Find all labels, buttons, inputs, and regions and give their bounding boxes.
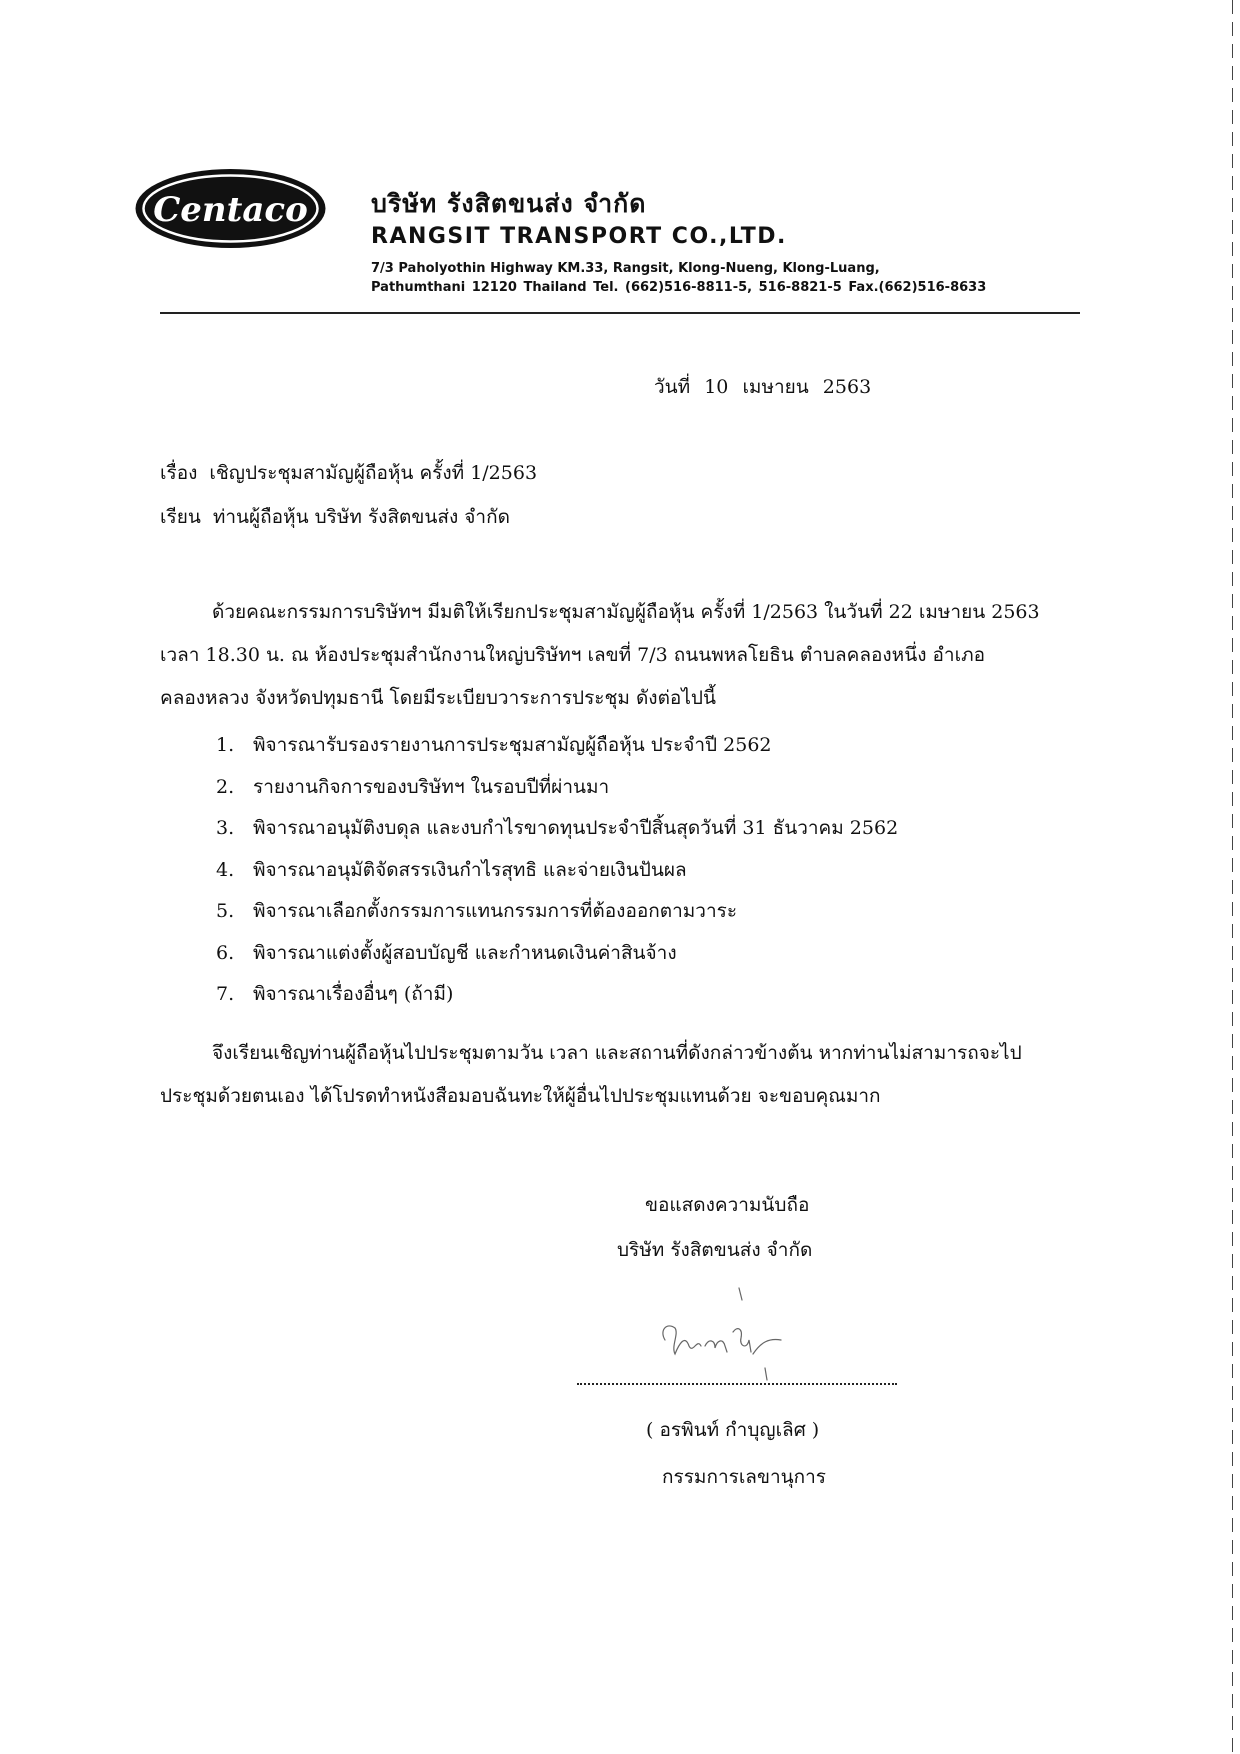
letter-date: วันที่ 10 เมษายน 2563 — [654, 376, 872, 398]
addressee-label: เรียน — [160, 506, 201, 528]
company-name-english: RANGSIT TRANSPORT CO.,LTD. — [371, 224, 787, 249]
company-address-line1: 7/3 Paholyothin Highway KM.33, Rangsit, Klong-Nueng, Klong-Luang, — [371, 261, 880, 276]
agenda-item-text: พิจารณาอนุมัติงบดุล และงบกำไรขาดทุนประจำปีสิ้นสุดวันที่ 31 ธันวาคม 2562 — [253, 817, 899, 839]
agenda-item-text: พิจารณารับรองรายงานการประชุมสามัญผู้ถือหุ้น ประจำปี 2562 — [253, 734, 772, 756]
body-paragraph-1: ด้วยคณะกรรมการบริษัทฯ มีมติให้เรียกประชุมสามัญผู้ถือหุ้น ครั้งที่ 1/2563 ในวันที่ 22 เมษายน 2563 เวลา 18.30 น. ณ ห้องประชุมสำนักงานใหญ่บริษัทฯ เลขที่ 7/3 ถนนพหลโยธิน ตำบลคลองหนึ่ง อำเภอคลองหลวง จังหวัดปทุมธานี โดยมีระเบียบวาระการประชุม ดังต่อไปนี้ — [160, 601, 1040, 709]
agenda-item-number: 6. — [216, 941, 235, 964]
subject-line — [160, 458, 537, 488]
closing-company: บริษัท รังสิตขนส่ง จำกัด — [617, 1239, 813, 1261]
agenda-item-number: 3. — [216, 817, 235, 839]
agenda-item — [216, 730, 898, 772]
agenda-item-text: พิจารณาอนุมัติจัดสรรเงินกำไรสุทธิ และจ่ายเงินปันผล — [253, 858, 687, 881]
agenda-item-number: 7. — [216, 983, 235, 1005]
handwritten-signature — [645, 1280, 845, 1390]
agenda-item-number: 1. — [216, 734, 235, 756]
agenda-item-text: พิจารณาเลือกตั้งกรรมการแทนกรรมการที่ต้องออกตามวาระ — [253, 900, 738, 922]
scan-edge-line — [1232, 0, 1233, 1754]
agenda-item — [216, 896, 898, 938]
closing-regards: ขอแสดงความนับถือ — [645, 1194, 810, 1216]
agenda-item-text: พิจารณาเรื่องอื่นๆ (ถ้ามี) — [253, 983, 454, 1005]
body-paragraph-2: จึงเรียนเชิญท่านผู้ถือหุ้นไปประชุมตามวัน เวลา และสถานที่ดังกล่าวข้างต้น หากท่านไม่สามารถจะไปประชุมด้วยตนเอง ได้โปรดทำหนังสือมอบฉันทะให้ผู้อื่นไปประชุมแทนด้วย จะขอบคุณมาก — [160, 1042, 1022, 1107]
header-divider — [160, 312, 1080, 314]
subject-label: เรื่อง — [160, 462, 198, 484]
agenda-item-number: 2. — [216, 775, 235, 798]
agenda-item-number: 5. — [216, 900, 235, 922]
agenda-item — [216, 855, 898, 897]
company-logo — [133, 167, 328, 250]
subject-text: เชิญประชุมสามัญผู้ถือหุ้น ครั้งที่ 1/2563 — [209, 462, 538, 484]
svg-text:Centaco: Centaco — [153, 190, 308, 230]
addressee-line — [160, 502, 510, 532]
agenda-item — [216, 772, 898, 814]
signer-title: กรรมการเลขานุการ — [662, 1466, 826, 1488]
agenda-list — [216, 730, 898, 1021]
agenda-item-number: 4. — [216, 858, 235, 881]
company-address-line2: Pathumthani 12120 Thailand Tel. (662)516-8811-5, 516-8821-5 Fax.(662)516-8633 — [371, 280, 987, 295]
agenda-item — [216, 938, 898, 980]
agenda-item-text: พิจารณาแต่งตั้งผู้สอบบัญชี และกำหนดเงินค่าสินจ้าง — [253, 941, 677, 964]
agenda-item-text: รายงานกิจการของบริษัทฯ ในรอบปีที่ผ่านมา — [253, 775, 610, 798]
signer-name: ( อรพินท์ กำบุญเลิศ ) — [646, 1419, 820, 1441]
agenda-item — [216, 813, 898, 855]
signature-line — [577, 1383, 897, 1385]
addressee-text: ท่านผู้ถือหุ้น บริษัท รังสิตขนส่ง จำกัด — [212, 506, 510, 528]
company-name-thai: บริษัท รังสิตขนส่ง จำกัด — [371, 189, 647, 218]
agenda-item — [216, 979, 898, 1021]
